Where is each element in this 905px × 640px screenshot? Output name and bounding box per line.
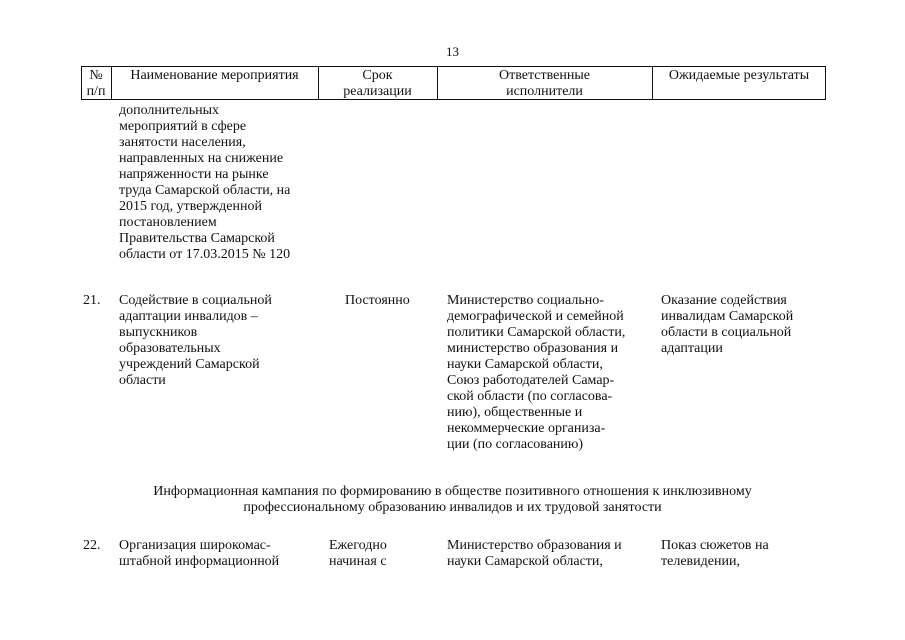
header-term: Срок реализации — [343, 68, 412, 99]
header-name: Наименование мероприятия — [130, 68, 299, 83]
page-number: 13 — [446, 44, 459, 59]
row-21-num: 21. — [83, 293, 101, 308]
row-22-term: Ежегодно начиная с — [329, 538, 387, 569]
row-22-name: Организация широкомас- штабной информационной — [119, 538, 280, 569]
header-num: № п/п — [86, 68, 106, 99]
continuation-name: дополнительных мероприятий в сфере занятости населения, направленных на снижение напряженности на рынке труда Самарской области, на 2015 год, утвержденной постановлением Правительства Самарской области от 17.03.2015 № 120 — [119, 103, 291, 262]
header-executors: Ответственные исполнители — [499, 68, 590, 99]
row-21-term: Постоянно — [345, 293, 410, 308]
row-22-executors: Министерство образования и науки Самарской области, — [447, 538, 622, 569]
row-21-name: Содействие в социальной адаптации инвалидов – выпускников образовательных учреждений Самарской области — [119, 293, 272, 388]
row-22-num: 22. — [83, 538, 101, 553]
header-results: Ожидаемые результаты — [668, 68, 810, 83]
section-title: Информационная кампания по формированию в обществе позитивного отношения к инклюзивному профессиональному образованию инвалидов и их трудовой занятости — [153, 484, 752, 515]
row-22-results: Показ сюжетов на телевидении, — [661, 538, 769, 569]
row-21-executors: Министерство социально- демографической и семейной политики Самарской области, министерство образования и науки Самарской области, Союз работодателей Самар- ской области (по согласова- нию), общественные и некоммерческие организа- ции (по согласованию) — [447, 293, 626, 452]
row-21-results: Оказание содействия инвалидам Самарской области в социальной адаптации — [661, 293, 794, 356]
